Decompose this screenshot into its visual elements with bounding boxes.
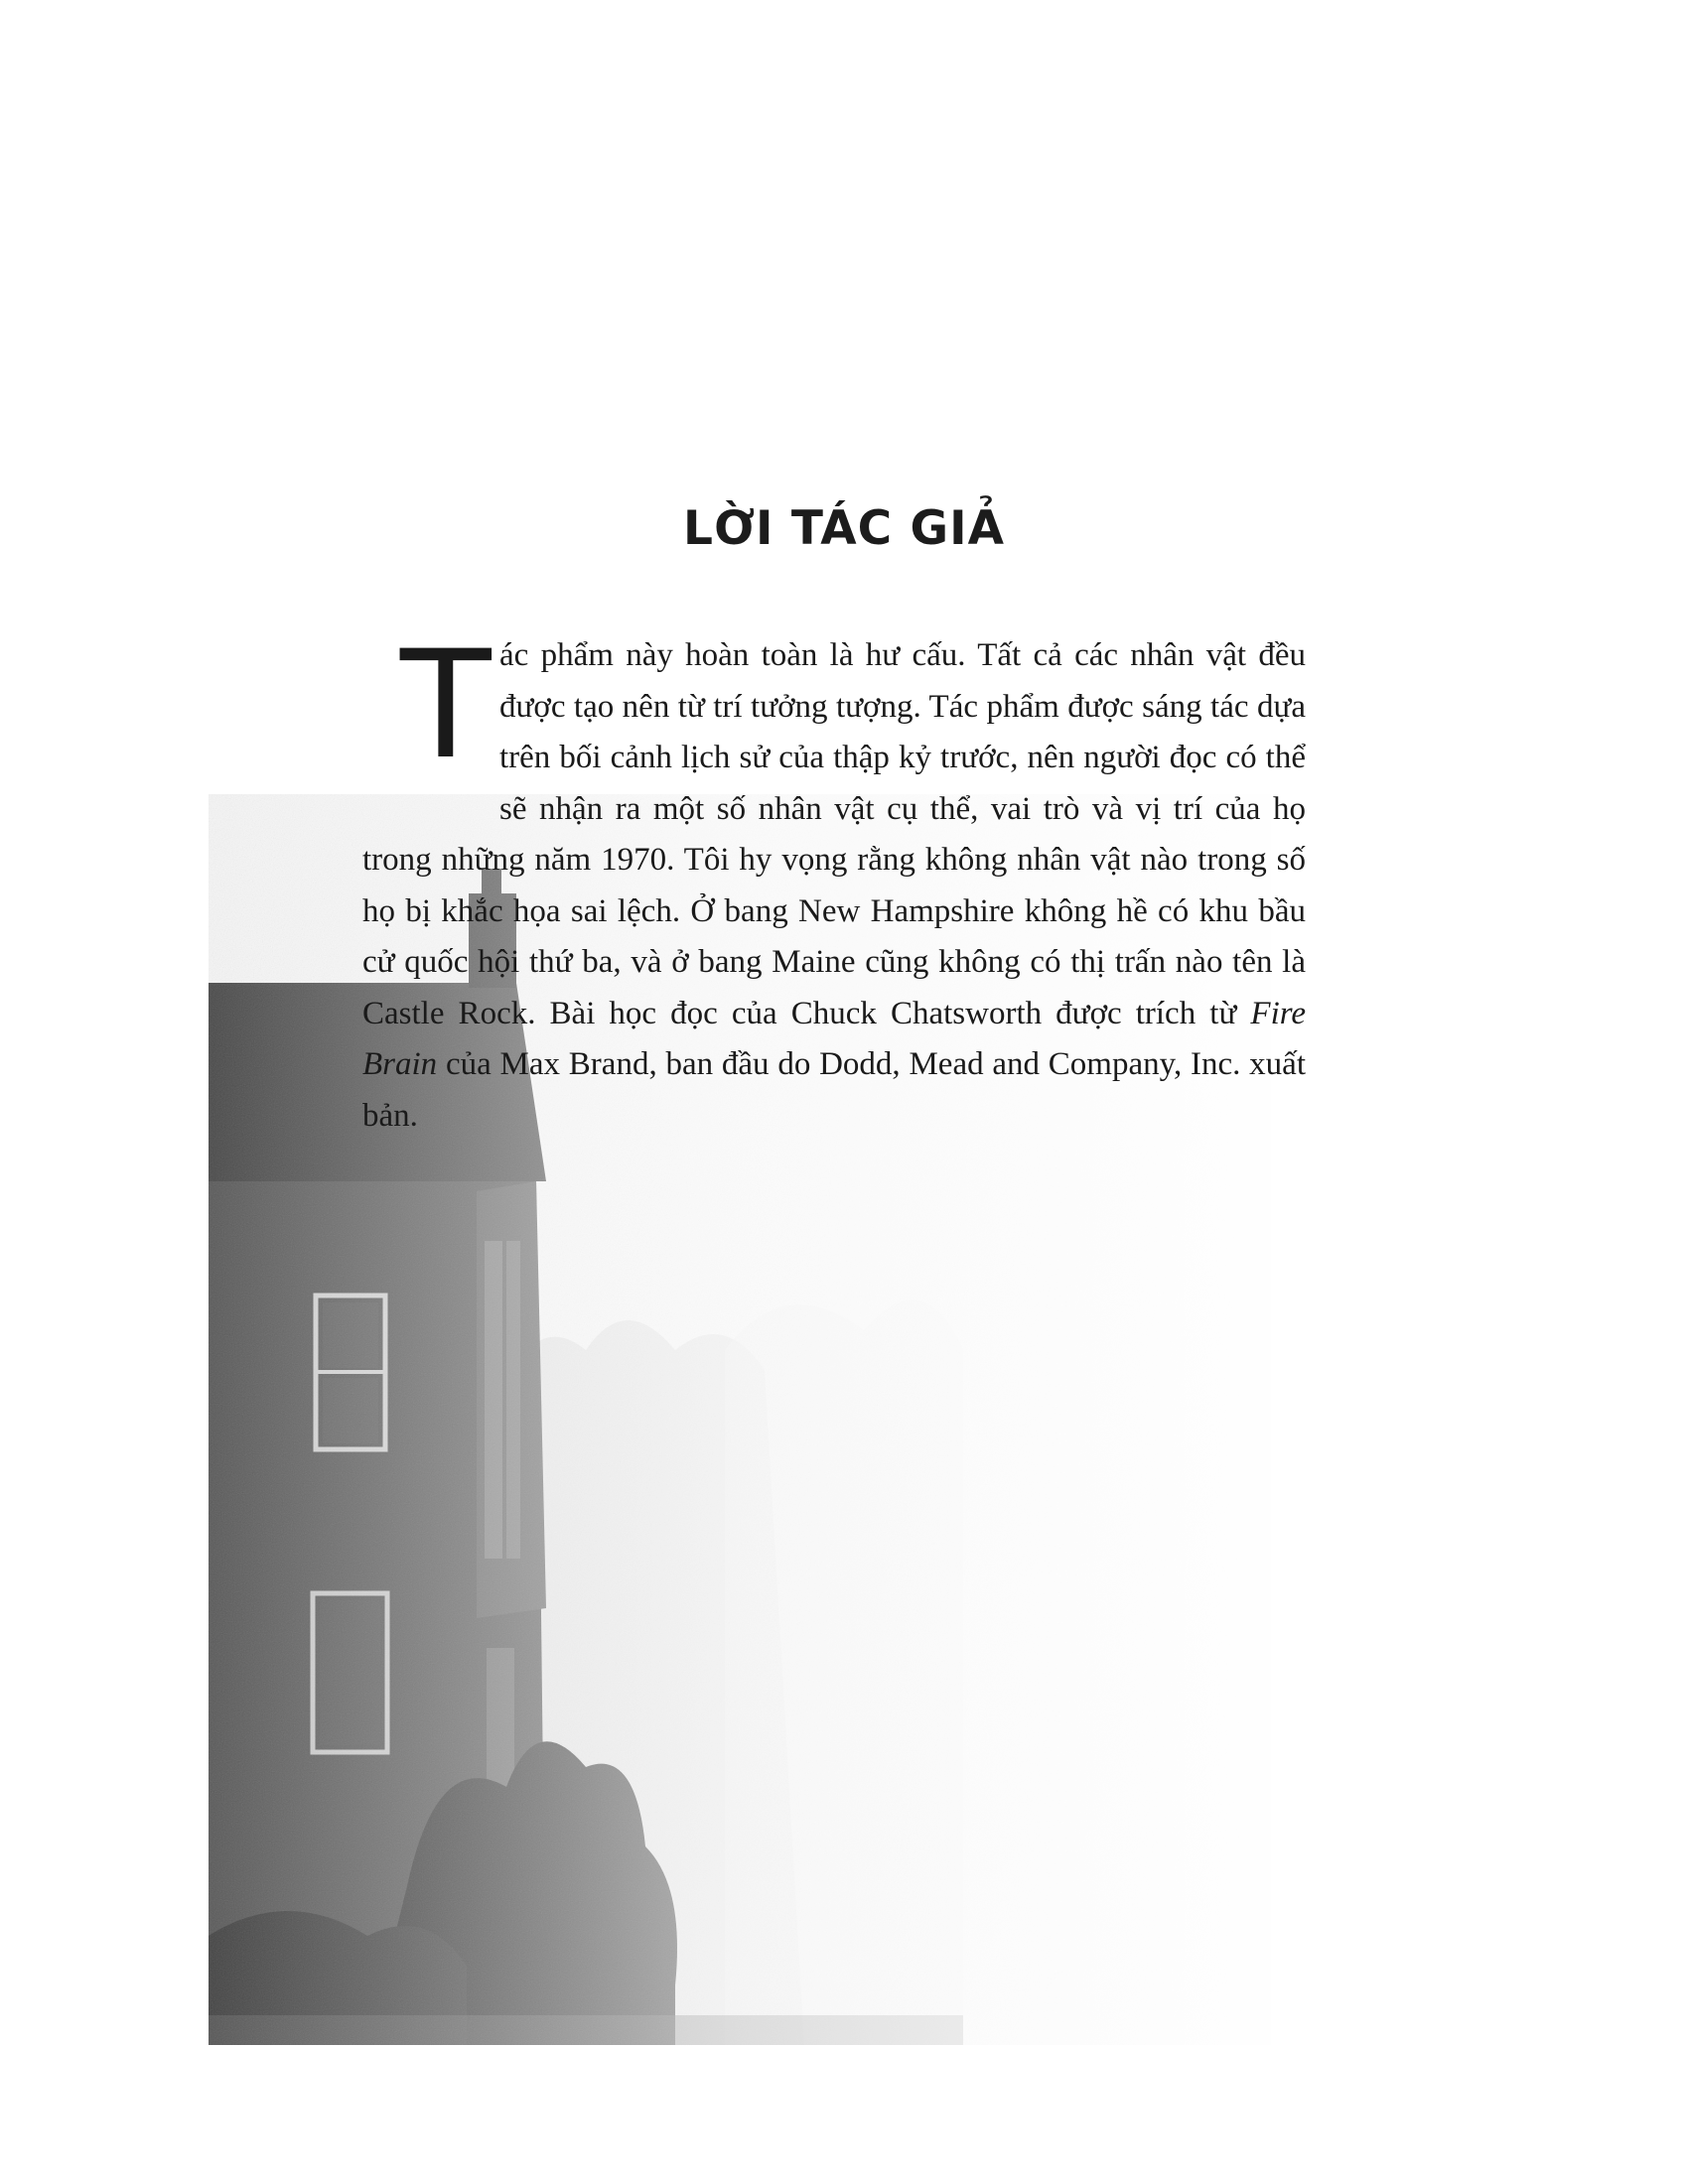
paragraph-start-text: ác phẩm này hoàn toàn là hư cấu. Tất cả các nhân vật đều được tạo nên từ trí tưởng tượng. Tác phẩm được sáng tác dựa trên bối cảnh lịch sử của thập kỷ trước, nên người đọc có thể sẽ nhận ra một số nhân vật cụ thể, vai trò và vị trí của họ trong những năm 1970. Tôi hy vọng rằng không nhân vật nào trong số họ bị khắc họa sai lệch. Ở bang New Hampshire không hề có khu bầu cử quốc hội thứ ba, và ở bang Maine cũng không có thị trấn nào tên là Castle Rock. Bài học đọc của Chuck Chatsworth được trích từ — [362, 637, 1306, 1031]
drop-cap: T — [400, 619, 492, 792]
paragraph-end-text: của Max Brand, ban đầu do Dodd, Mead and Company, Inc. xuất bản. — [362, 1046, 1306, 1134]
page-title: LỜI TÁC GIẢ — [683, 501, 1005, 556]
body-paragraph — [362, 619, 1306, 1276]
book-title: Fire Brain — [362, 995, 1306, 1082]
